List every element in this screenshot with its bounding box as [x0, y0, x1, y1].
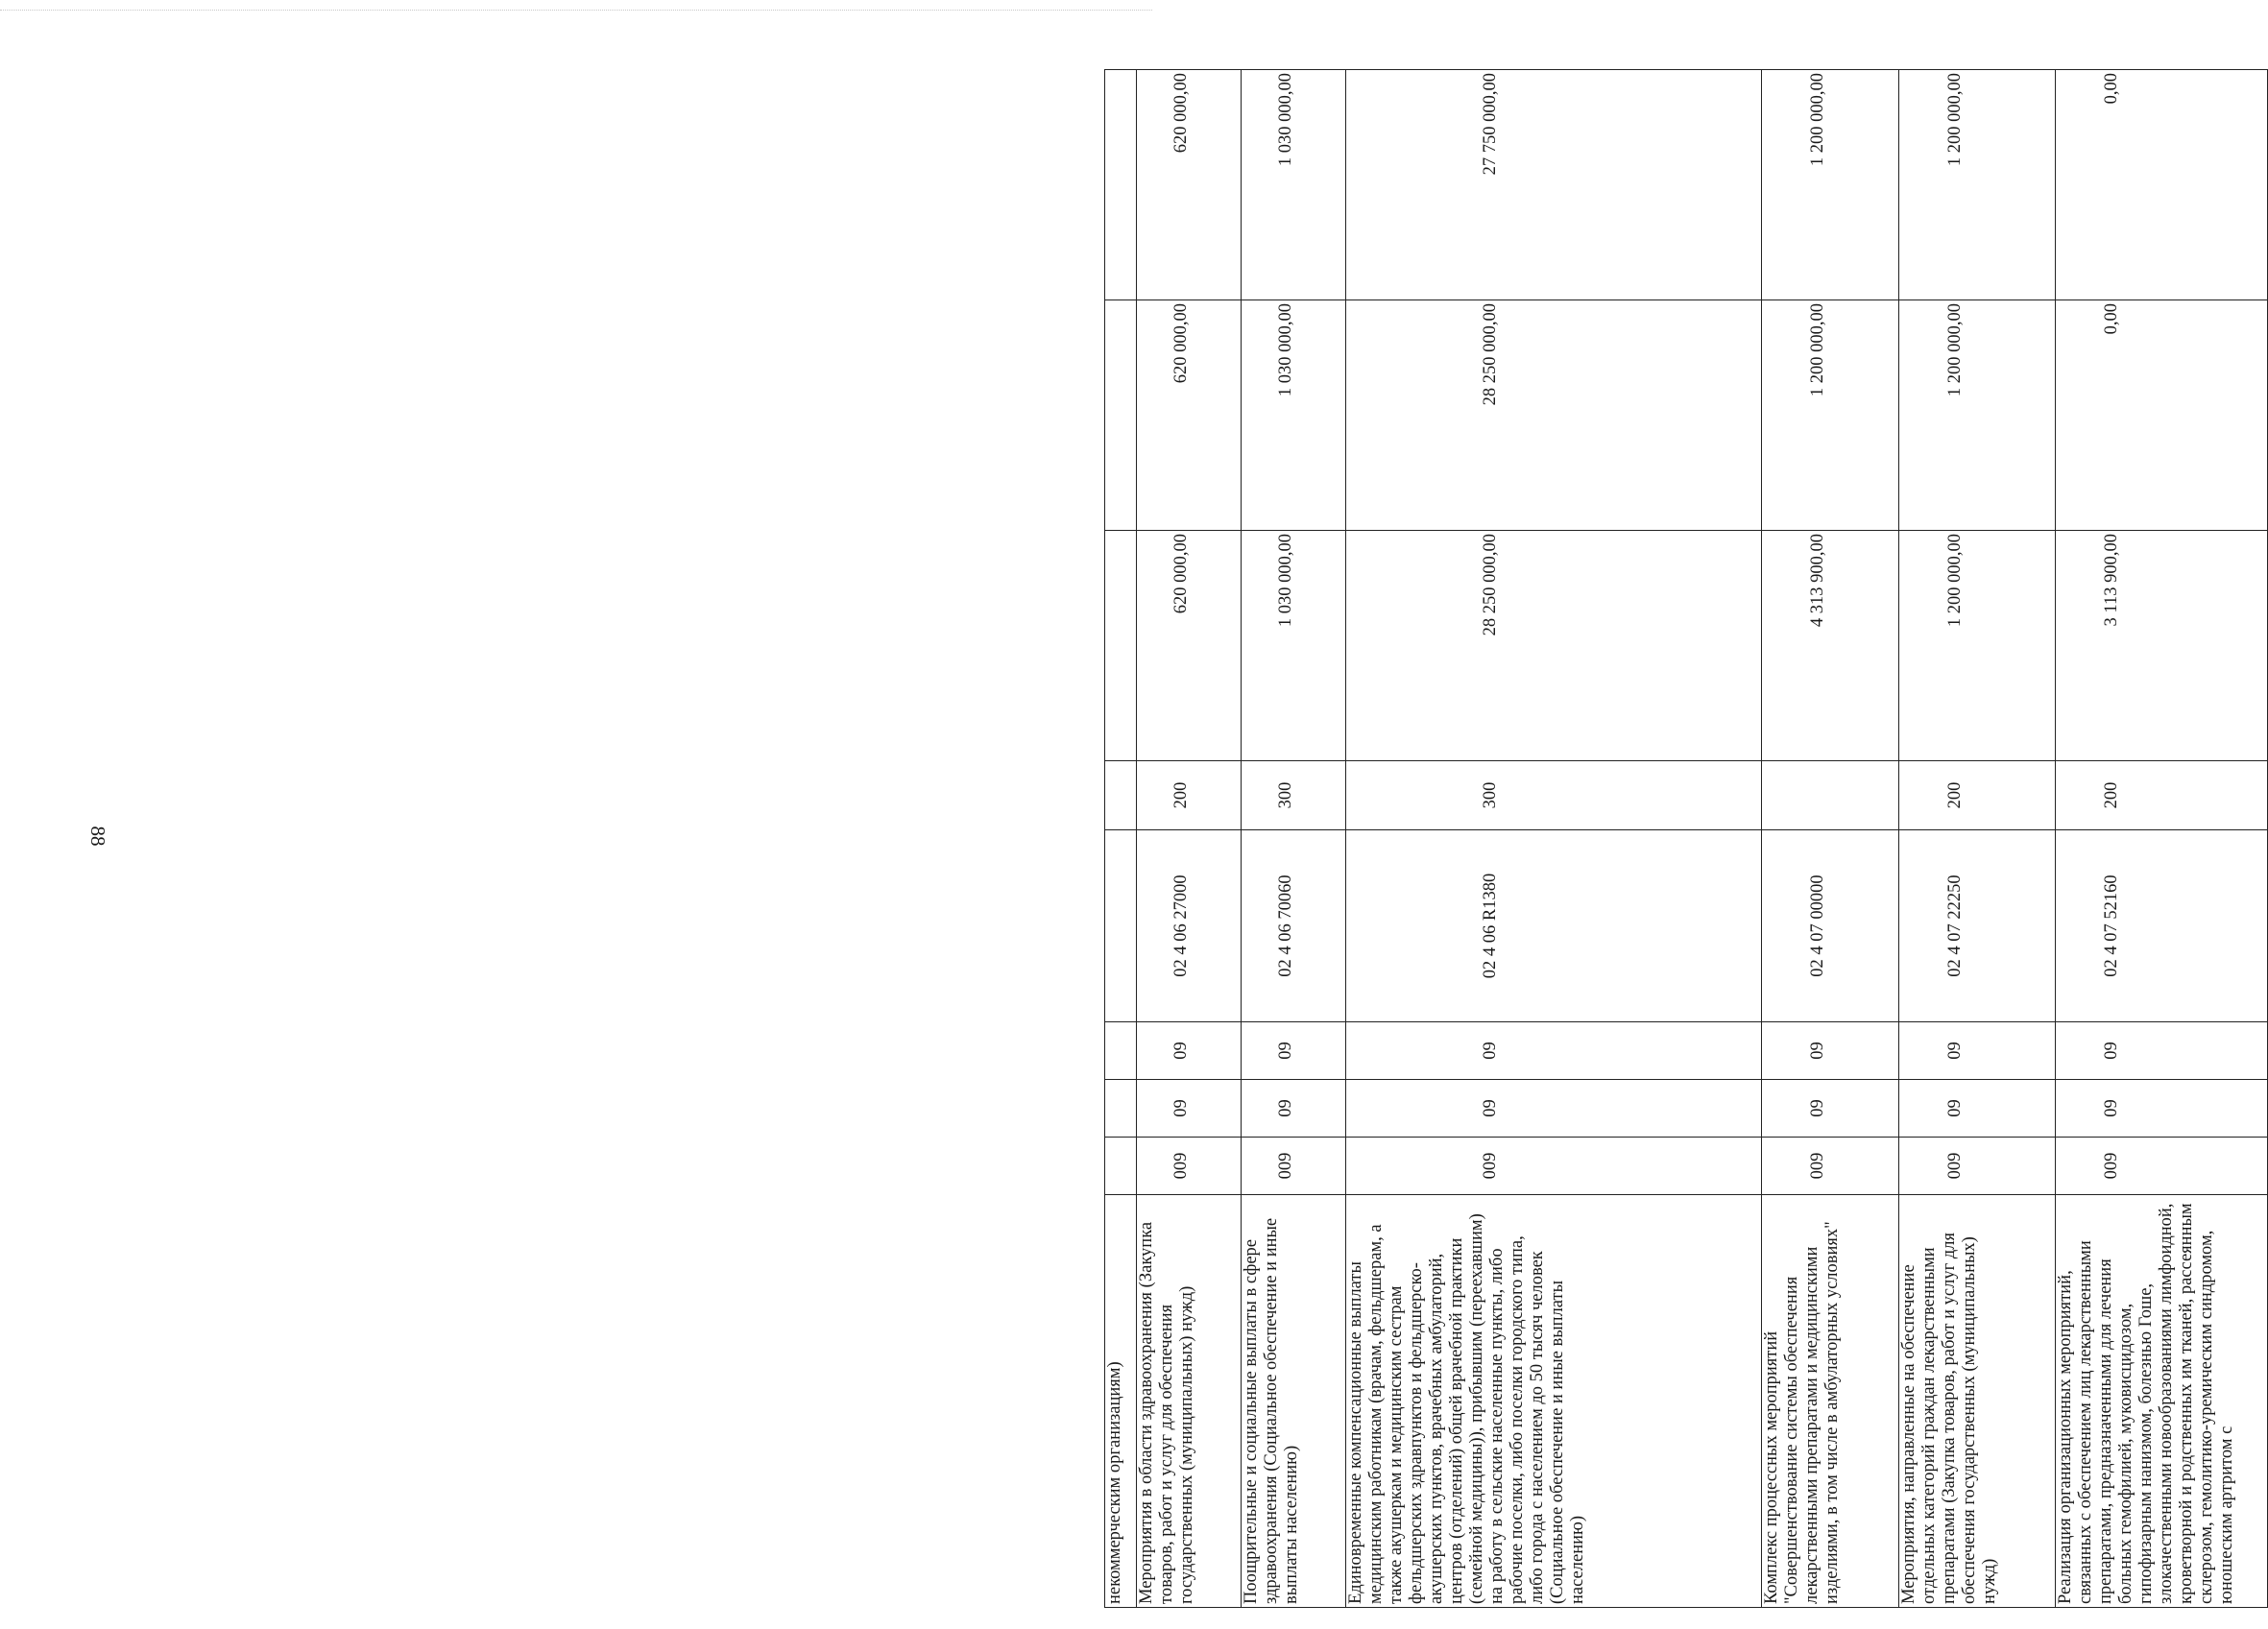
page-number: 88 [86, 826, 109, 847]
amount-1: 1 200 000,00 [1899, 531, 2056, 761]
expense-type: 200 [1137, 761, 1242, 830]
target-article: 02 4 06 R1380 [1346, 830, 1762, 1022]
ministry-code: 009 [2056, 1138, 2268, 1195]
amount-1: 28 250 000,00 [1346, 531, 1762, 761]
row-name: Реализация организационных мероприятий, связанных с обеспечением лиц лекарственными препаратами, предназначенными для лечения больных гемофилией, муковисцидозом, гипофизарным нанизмом, болезнью Гоше, злокачественными новообразованиями лимфоидной, кроветворной и родственных им тканей, рассеянным склерозом, гемолитико-уремическим синдромом, юношеским артритом с [2056, 1195, 2268, 1608]
amount-3: 0,00 [2056, 70, 2268, 300]
section-code: 09 [1137, 1080, 1242, 1138]
amount-1: 3 113 900,00 [2056, 531, 2268, 761]
row-name: Единовременные компенсационные выплаты медицинским работникам (врачам, фельдшерам, а также акушеркам и медицинским сестрам фельдшерских здравпунктов и фельдшерско-акушерских пунктов, врачебных амбулаторий, центров (отделений) общей врачебной практики (семейной медицины)), прибывшим (переехавшим) на работу в сельские населенные пункты, либо рабочие поселки, либо поселки городского типа, либо города с населением до 50 тысяч человек (Социальное обеспечение и иные выплаты населению) [1346, 1195, 1762, 1608]
rotated-table-container [1104, 69, 2268, 1608]
ministry-code [1105, 1138, 1137, 1195]
amount-2: 1 200 000,00 [1899, 300, 2056, 531]
target-article: 02 4 06 27000 [1137, 830, 1242, 1022]
target-article: 02 4 07 52160 [2056, 830, 2268, 1022]
row-name: Поощрительные и социальные выплаты в сфере здравоохранения (Социальное обеспечение и иные выплаты населению) [1242, 1195, 1346, 1608]
section-code [1105, 1080, 1137, 1138]
subsection-code: 09 [1762, 1022, 1899, 1080]
table-row [1899, 70, 2056, 1608]
section-code: 09 [1762, 1080, 1899, 1138]
row-name: Комплекс процессных мероприятий "Совершенствование системы обеспечения лекарственными препаратами и медицинскими изделиями, в том числе в амбулаторных условиях" [1762, 1195, 1899, 1608]
ministry-code: 009 [1346, 1138, 1762, 1195]
target-article: 02 4 07 22250 [1899, 830, 2056, 1022]
expense-type: 200 [1899, 761, 2056, 830]
ministry-code: 009 [1762, 1138, 1899, 1195]
expense-type: 200 [2056, 761, 2268, 830]
ministry-code: 009 [1899, 1138, 2056, 1195]
table-row [1105, 70, 1137, 1608]
amount-3: 1 200 000,00 [1899, 70, 2056, 300]
amount-1: 620 000,00 [1137, 531, 1242, 761]
table-body [1105, 70, 2268, 1608]
amount-3 [1105, 70, 1137, 300]
expense-type: 300 [1346, 761, 1762, 830]
subsection-code: 09 [1899, 1022, 2056, 1080]
row-name: Мероприятия в области здравоохранения (Закупка товаров, работ и услуг для обеспечения государственных (муниципальных) нужд) [1137, 1195, 1242, 1608]
table-row [1242, 70, 1346, 1608]
section-code: 09 [1899, 1080, 2056, 1138]
subsection-code: 09 [1137, 1022, 1242, 1080]
section-code: 09 [1346, 1080, 1762, 1138]
ministry-code: 009 [1137, 1138, 1242, 1195]
amount-2: 1 200 000,00 [1762, 300, 1899, 531]
amount-1: 4 313 900,00 [1762, 531, 1899, 761]
table-row [1137, 70, 1242, 1608]
scan-edge-line [0, 10, 1152, 11]
amount-1: 1 030 000,00 [1242, 531, 1346, 761]
amount-3: 1 200 000,00 [1762, 70, 1899, 300]
amount-3: 620 000,00 [1137, 70, 1242, 300]
amount-2: 620 000,00 [1137, 300, 1242, 531]
amount-3: 1 030 000,00 [1242, 70, 1346, 300]
subsection-code: 09 [2056, 1022, 2268, 1080]
row-name: Мероприятия, направленные на обеспечение отдельных категорий граждан лекарственными препаратами (Закупка товаров, работ и услуг для обеспечения государственных (муниципальных) нужд) [1899, 1195, 2056, 1608]
expense-type [1105, 761, 1137, 830]
target-article: 02 4 07 00000 [1762, 830, 1899, 1022]
budget-table [1104, 69, 2268, 1608]
amount-2: 0,00 [2056, 300, 2268, 531]
section-code: 09 [2056, 1080, 2268, 1138]
expense-type [1762, 761, 1899, 830]
table-row [1762, 70, 1899, 1608]
subsection-code: 09 [1242, 1022, 1346, 1080]
amount-2: 28 250 000,00 [1346, 300, 1762, 531]
subsection-code [1105, 1022, 1137, 1080]
table-row [1346, 70, 1762, 1608]
amount-1 [1105, 531, 1137, 761]
amount-3: 27 750 000,00 [1346, 70, 1762, 300]
amount-2 [1105, 300, 1137, 531]
subsection-code: 09 [1346, 1022, 1762, 1080]
target-article [1105, 830, 1137, 1022]
section-code: 09 [1242, 1080, 1346, 1138]
target-article: 02 4 06 70060 [1242, 830, 1346, 1022]
ministry-code: 009 [1242, 1138, 1346, 1195]
amount-2: 1 030 000,00 [1242, 300, 1346, 531]
expense-type: 300 [1242, 761, 1346, 830]
table-row [2056, 70, 2268, 1608]
row-name: некоммерческим организациям) [1105, 1195, 1137, 1608]
